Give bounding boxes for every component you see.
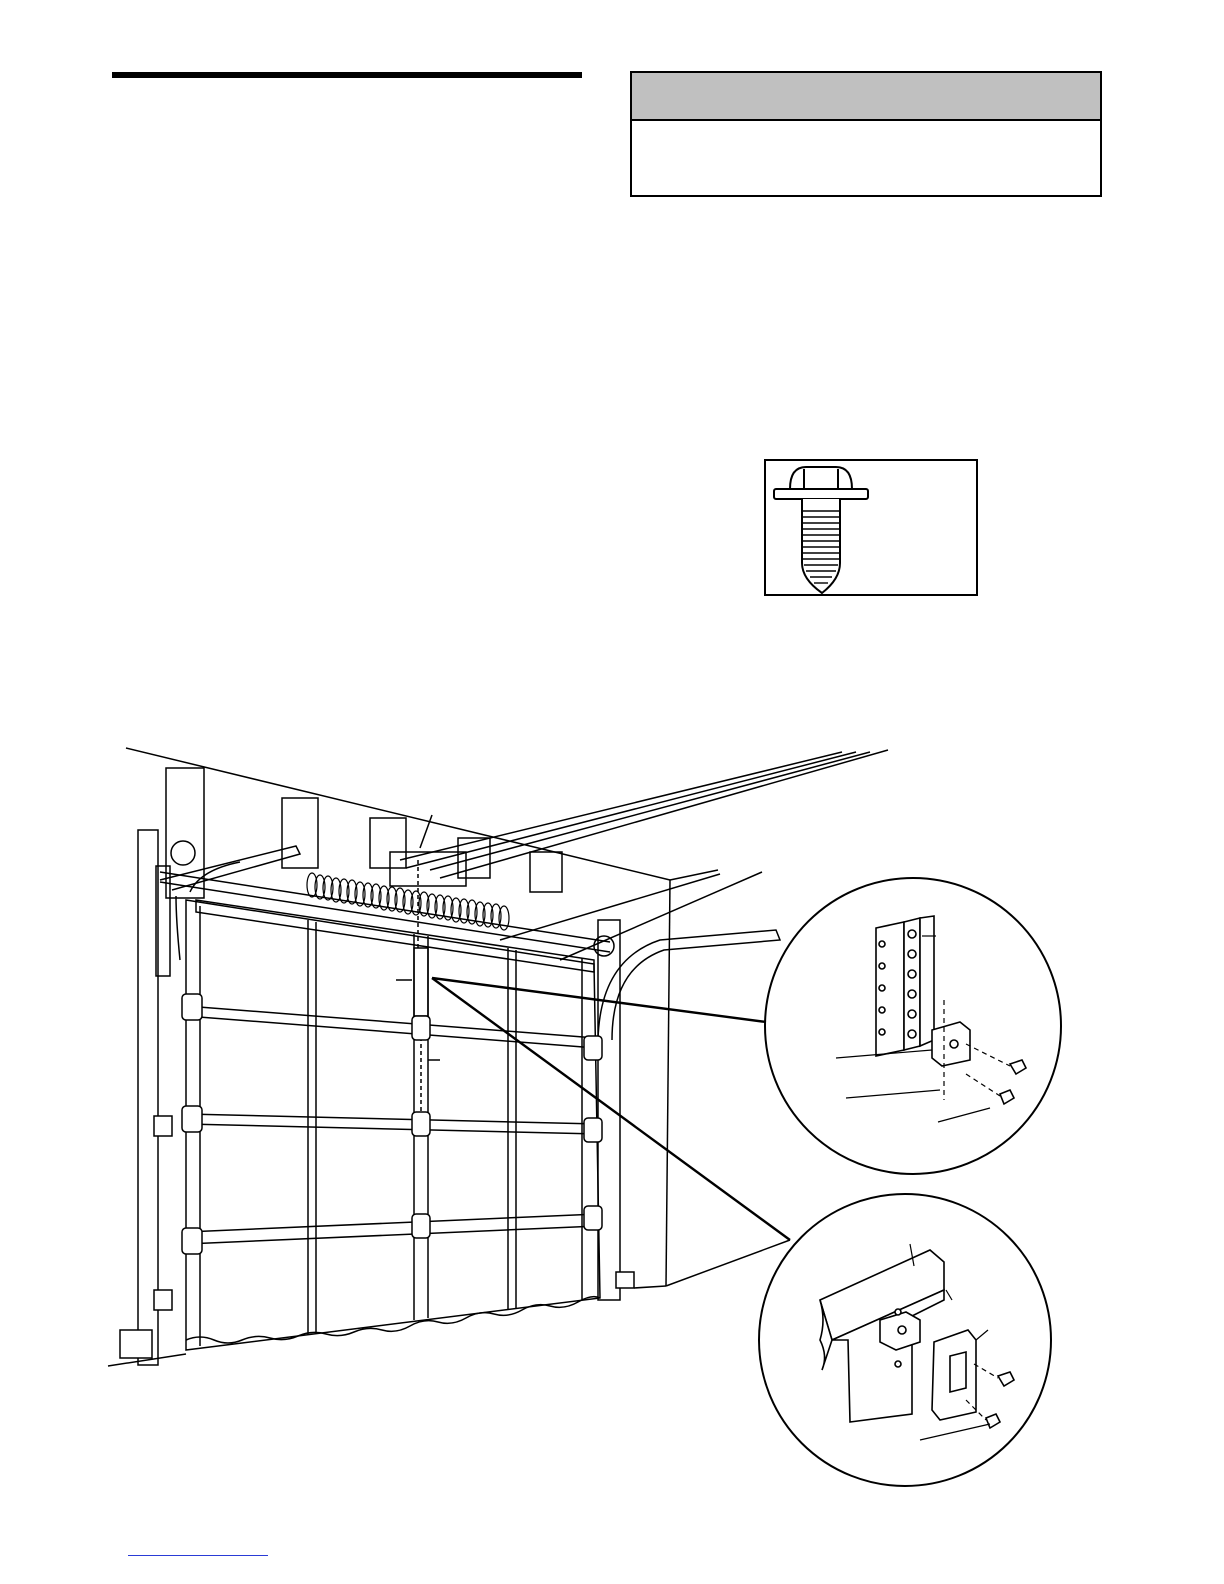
- footer-link[interactable]: [128, 1555, 268, 1556]
